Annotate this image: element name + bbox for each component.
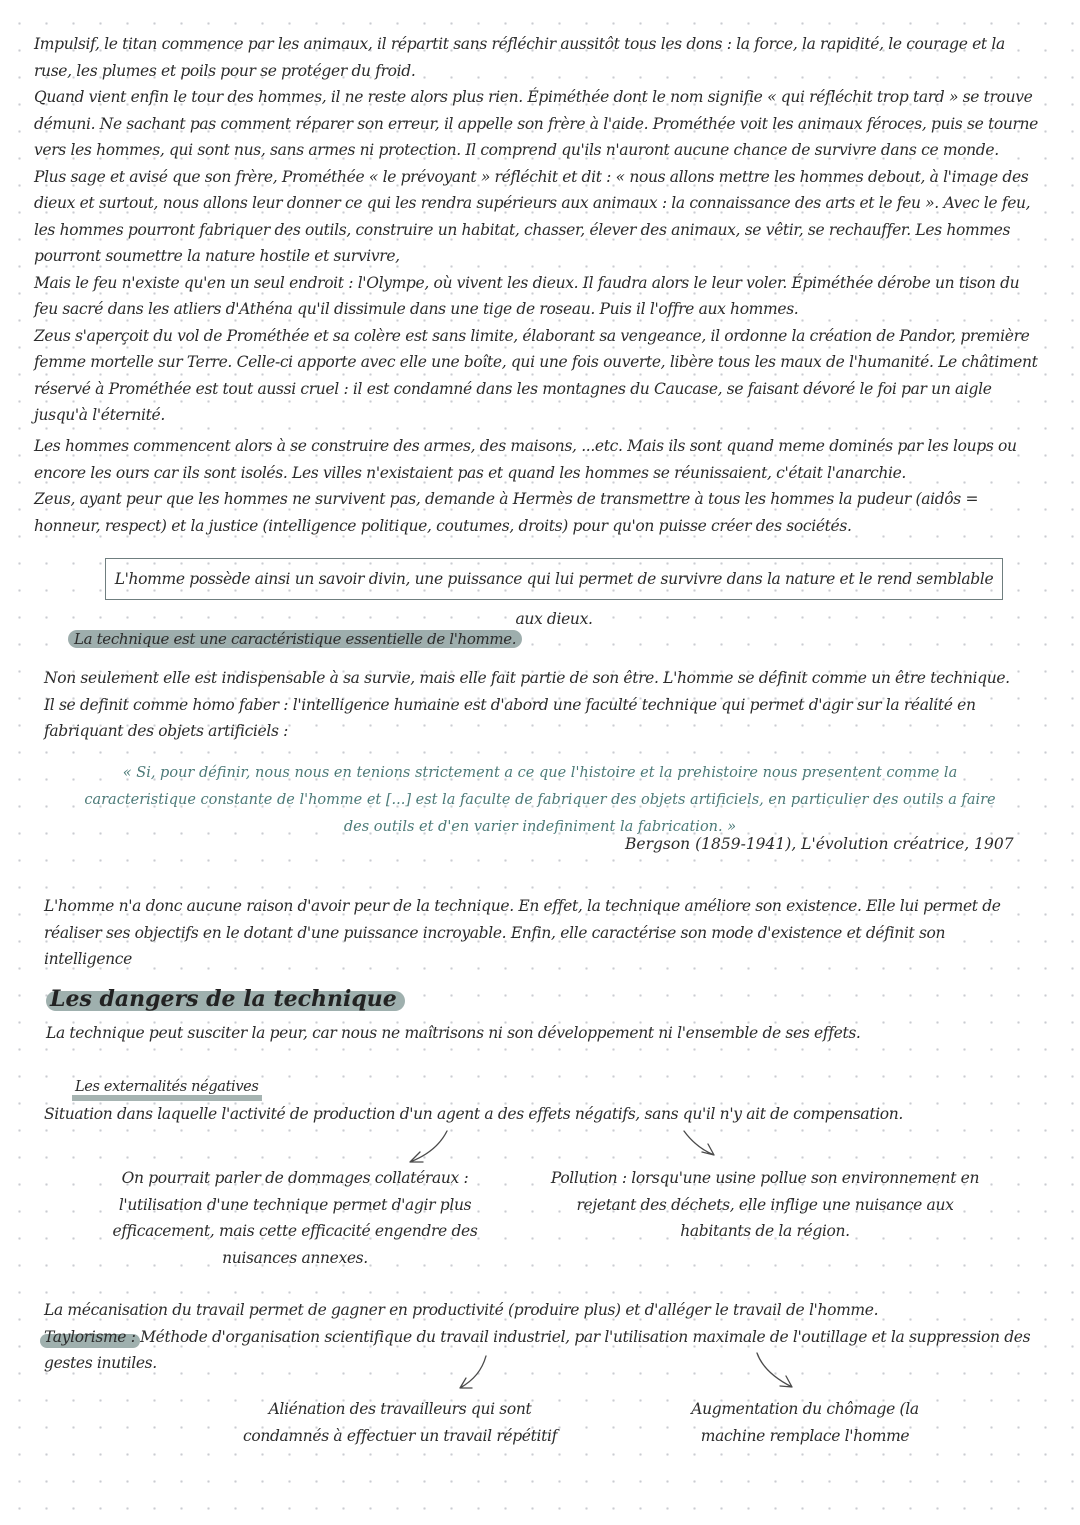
myth-paragraph: Mais le feu n'existe qu'en un seul endroit : l'Olympe, où vivent les dieux. Il faudra alors le leur voler. Épiméthée dérobe un tison du feu sacré dans les atliers d'Athéna qu'il dissimule dans une tige de roseau. Puis il l'offre aux hommes.: [34, 273, 1020, 318]
society-section: [34, 433, 1044, 539]
society-paragraph: Les hommes commencent alors à se construire des armes, des maisons, ...etc. Mais ils sont quand meme dominés par les loups ou encore les ours car ils sont isolés. Les villes n'existaient pas et quand les hommes se réunissaient, c'était l'anarchie.: [34, 437, 1017, 482]
right-branch-note: Pollution : lorsqu'une usine pollue son environnement en rejetant des déchets, elle inflige une nuisance aux habitants de la région.: [550, 1169, 980, 1240]
taylorism-definition: [44, 1324, 1044, 1377]
left-consequence-note: Aliénation des travailleurs qui sont condamnés à effectuer un travail répétitif: [243, 1400, 557, 1445]
key-idea-box: L'homme possède ainsi un savoir divin, une puissance qui lui permet de survivre dans la nature et le rend semblable aux dieux.: [105, 558, 1003, 600]
homo-faber-section: [44, 665, 1044, 745]
myth-paragraph: Impulsif, le titan commence par les animaux, il répartit sans réfléchir aussitôt tous les dons : la force, la rapidité, le courage et la ruse, les plumes et poils pour se protéger du froid.: [34, 35, 1005, 80]
conclusion-paragraph: L'homme n'a donc aucune raison d'avoir peur de la technique. En effet, la technique améliore son existence. Elle lui permet de réaliser ses objectifs en le dotant d'une puissance incroyable. Enfin, elle caractérise son mode d'existence et définit son intelligence: [44, 897, 1001, 968]
dangers-intro: La technique peut susciter la peur, car nous ne maîtrisons ni son développement ni l'ensemble de ses effets.: [46, 1024, 861, 1042]
section-title: [68, 626, 522, 653]
externalities-definition: Situation dans laquelle l'activité de production d'un agent a des effets négatifs, sans qu'il n'y ait de compensation.: [44, 1105, 903, 1123]
externalities-title-text: Les externalités négatives: [72, 1079, 262, 1101]
right-consequence-note: Augmentation du chômage (la machine remplace l'homme: [691, 1400, 919, 1445]
society-paragraph: Zeus, ayant peur que les hommes ne survivent pas, demande à Hermès de transmettre à tous les hommes la pudeur (aidôs = honneur, respect) et la justice (intelligence politique, coutumes, droits) pour qu'on puisse créer des sociétés.: [34, 490, 979, 535]
arrow-down-right-icon: [684, 1131, 714, 1155]
myth-section: [34, 31, 1044, 429]
mechanisation-paragraph: La mécanisation du travail permet de gagner en productivité (produire plus) et d'alléger le travail de l'homme.: [44, 1301, 879, 1319]
bergson-quote: « Si, pour définir, nous nous en tenions strictement a ce que l'histoire et la prehistoire nous presentent comme la caracteristique constante de l'homme et [...] est la faculte de fabriquer des objets artificiels, en particulier des outils a faire des outils et d'en varier indefiniment la fabrication. »: [84, 765, 996, 835]
dangers-title-text: Les dangers de la technique: [50, 986, 397, 1012]
myth-paragraph: Quand vient enfin le tour des hommes, il ne reste alors plus rien. Épiméthée dont le nom signifie « qui réfléchit trop tard » se trouve démuni. Ne sachant pas comment réparer son erreur, il appelle son frère à l'aide. Prométhée voit les animaux féroces, puis se tourne vers les hommes, qui sont nus, sans armes ni protection. Il comprend qu'ils n'auront aucune chance de survivre dans ce monde.: [34, 88, 1039, 159]
arrow-down-left-icon: [410, 1131, 447, 1162]
homo-faber-paragraph: Non seulement elle est indispensable à sa survie, mais elle fait partie de son être. L'homme se définit comme un être technique.: [44, 669, 1010, 687]
homo-faber-paragraph: Il se definit comme homo faber : l'intelligence humaine est d'abord une faculté technique qui permet d'agir sur la réalité en fabriquant des objets artificiels :: [44, 695, 976, 740]
mechanisation-section: [44, 1297, 1044, 1377]
taylorism-text: Méthode d'organisation scientifique du travail industriel, par l'utilisation maximale de l'outillage et la suppression des gestes inutiles.: [44, 1327, 1031, 1372]
taylorism-term: Taylorisme :: [44, 1327, 136, 1346]
quote-source: Bergson (1859-1941), L'évolution créatrice, 1907: [625, 835, 1014, 853]
myth-paragraph: Zeus s'aperçoit du vol de Prométhée et sa colère est sans limite, élaborant sa vengeance, il ordonne la création de Pandor, première femme mortelle sur Terre. Celle-ci apporte avec elle une boîte, qui une fois ouverte, libère tous les maux de l'humanité. Le châtiment réservé à Prométhée est tout aussi cruel : il est condamné dans les montagnes du Caucase, se faisant dévoré le foi par un aigle jusqu'à l'éternité.: [34, 326, 1038, 424]
externalities-title: [72, 1074, 262, 1101]
section-title-text: La technique est une caractéristique essentielle de l'homme.: [68, 630, 522, 648]
dangers-title: [46, 985, 405, 1014]
left-branch-note: On pourrait parler de dommages collatéraux : l'utilisation d'une technique permet d'agir plus efficacement, mais cette efficacité engendre des nuisances annexes.: [112, 1169, 478, 1267]
myth-paragraph: Plus sage et avisé que son frère, Prométhée « le prévoyant » réfléchit et dit : « nous allons mettre les hommes debout, à l'image des dieux et surtout, nous allons leur donner ce qui les rendra supérieurs aux animaux : la connaissance des arts et le feu ». Avec le feu, les hommes pourront fabriquer des outils, construire un habitat, chasser, élever des animaux, se vêtir, se rechauffer. Les hommes pourront soumettre la nature hostile et survivre,: [34, 167, 1031, 265]
